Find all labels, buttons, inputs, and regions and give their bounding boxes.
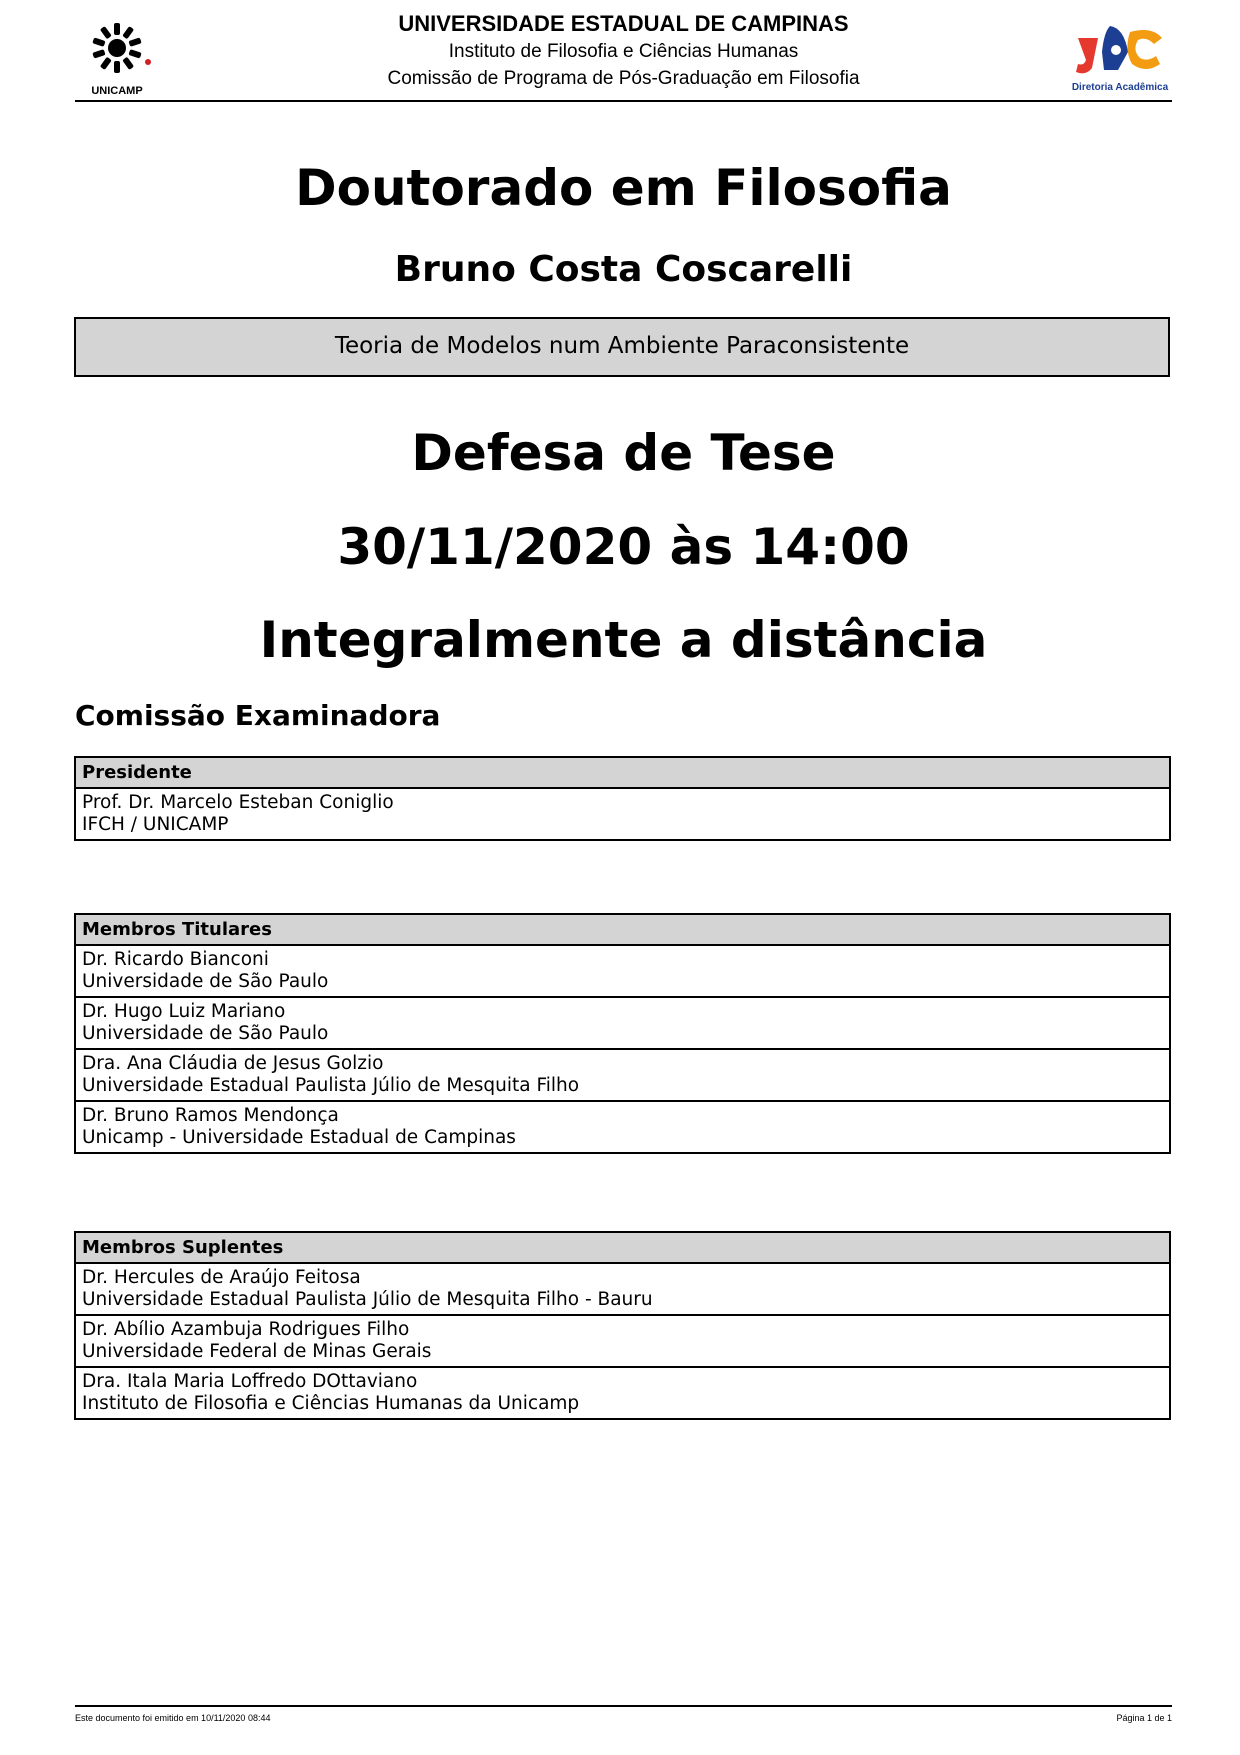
member-name: Prof. Dr. Marcelo Esteban Coniglio [82,792,394,813]
university-name: UNIVERSIDADE ESTADUAL DE CAMPINAS [398,11,849,36]
member-affiliation: Universidade Estadual Paulista Júlio de Mesquita Filho [82,1075,580,1096]
member-affiliation: Universidade Estadual Paulista Júlio de Mesquita Filho - Bauru [82,1289,653,1310]
event-mode: Integralmente a distância [259,611,988,669]
table-row [76,789,1169,841]
member-affiliation: IFCH / UNICAMP [82,814,229,835]
table-row [76,1102,1169,1154]
table-header: Presidente [76,758,1169,789]
dac-logo-text: Diretoria Acadêmica [1071,82,1169,93]
table-header: Membros Titulares [76,915,1169,946]
president-table [74,756,1171,841]
member-name: Dr. Ricardo Bianconi [82,949,269,970]
program-title: Doutorado em Filosofia [295,159,952,217]
table-row [76,1264,1169,1316]
member-name: Dr. Bruno Ramos Mendonça [82,1105,339,1126]
member-affiliation: Unicamp - Universidade Estadual de Campinas [82,1127,516,1148]
member-name: Dra. Ana Cláudia de Jesus Golzio [82,1053,384,1074]
table-header: Membros Suplentes [76,1233,1169,1264]
program-name: Comissão de Programa de Pós-Graduação em Filosofia [387,68,860,89]
table-row [76,946,1169,998]
candidate-name: Bruno Costa Coscarelli [394,249,853,290]
dac-logo [1068,22,1172,98]
member-affiliation: Universidade Federal de Minas Gerais [82,1341,432,1362]
institute-name: Instituto de Filosofia e Ciências Humanas [448,41,799,62]
page-number: Página 1 de 1 [1116,1713,1172,1723]
event-datetime: 30/11/2020 às 14:00 [337,518,910,576]
member-name: Dr. Abílio Azambuja Rodrigues Filho [82,1319,410,1340]
member-name: Dr. Hugo Luiz Mariano [82,1001,286,1022]
members-table [74,913,1171,1154]
issued-date: Este documento foi emitido em 10/11/2020 08:44 [75,1713,271,1723]
alternates-table [74,1231,1171,1420]
table-row [76,1050,1169,1102]
event-type: Defesa de Tese [411,424,836,482]
member-affiliation: Instituto de Filosofia e Ciências Humanas da Unicamp [82,1393,580,1414]
table-row [76,1368,1169,1420]
thesis-title: Teoria de Modelos num Ambiente Paraconsistente [74,317,1170,377]
member-name: Dr. Hercules de Araújo Feitosa [82,1267,361,1288]
document-header [75,8,1172,102]
member-affiliation: Universidade de São Paulo [82,971,329,992]
unicamp-logo-text: UNICAMP [91,85,143,97]
table-row [76,1316,1169,1368]
committee-title: Comissão Examinadora [75,699,441,732]
table-row [76,998,1169,1050]
member-name: Dra. Itala Maria Loffredo DOttaviano [82,1371,418,1392]
header-text [75,10,1172,92]
member-affiliation: Universidade de São Paulo [82,1023,329,1044]
document-footer [75,1705,1172,1723]
